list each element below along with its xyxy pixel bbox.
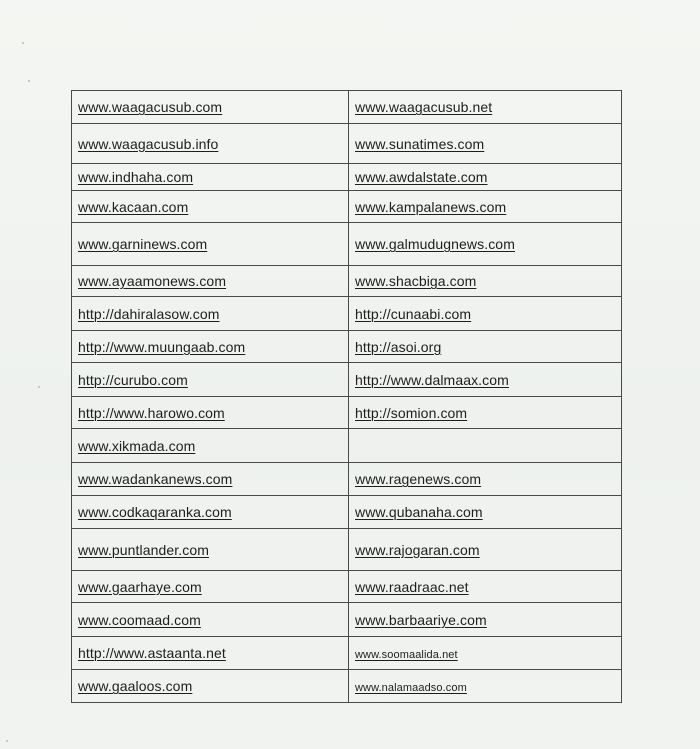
website-link[interactable]: www.gaarhaye.com [78,578,202,595]
right-cell [349,670,622,703]
website-link[interactable]: www.garninews.com [78,236,208,252]
left-cell [72,397,349,429]
left-cell [72,603,349,637]
scan-speck [28,80,30,82]
left-cell [72,637,349,670]
table-row [72,429,622,463]
website-link[interactable]: www.coomaad.com [78,611,201,628]
website-link[interactable]: www.kampalanews.com [355,198,507,215]
website-link[interactable]: www.rajogaran.com [355,541,480,558]
website-link[interactable]: www.puntlander.com [78,541,209,558]
website-link[interactable]: http://cunaabi.com [355,305,472,322]
left-cell [72,463,349,496]
right-cell [349,331,622,363]
left-cell [72,297,349,331]
website-link[interactable]: www.wadankanews.com [78,471,233,487]
right-cell [349,266,622,297]
website-link[interactable]: www.shacbiga.com [355,273,477,289]
scan-speck [6,740,8,742]
left-cell [72,124,349,164]
left-cell [72,496,349,529]
right-cell [349,496,622,529]
table-row [72,331,622,363]
table-row [72,164,622,191]
left-cell [72,429,349,463]
table-row [72,603,622,637]
right-cell [349,191,622,223]
website-link[interactable]: www.gaaloos.com [78,678,193,694]
table-row [72,463,622,496]
left-cell [72,223,349,266]
right-cell [349,529,622,571]
website-link[interactable]: http://dahiralasow.com [78,305,220,322]
website-link[interactable]: www.galmudugnews.com [355,236,515,252]
left-cell [72,529,349,571]
website-link[interactable]: www.kacaan.com [78,198,189,215]
website-link[interactable]: www.sunatimes.com [355,135,485,152]
table-row [72,363,622,397]
table-row [72,529,622,571]
right-cell [349,397,622,429]
website-link[interactable]: www.indhaha.com [78,169,194,185]
website-link[interactable]: www.ayaamonews.com [78,273,227,289]
table-row [72,496,622,529]
website-link[interactable]: www.waagacusub.net [355,99,493,115]
website-link[interactable]: www.codkaqaranka.com [78,504,232,520]
website-link[interactable]: www.awdalstate.com [355,169,488,185]
table-row [72,637,622,670]
website-link[interactable]: www.xikmada.com [78,437,196,454]
website-links-table [71,90,622,703]
scan-speck [38,386,40,388]
scan-speck [22,42,24,44]
right-cell [349,297,622,331]
left-cell [72,164,349,191]
table-row [72,266,622,297]
left-cell [72,266,349,297]
left-cell [72,91,349,124]
right-cell [349,637,622,670]
website-link[interactable]: www.waagacusub.info [78,135,219,152]
left-cell [72,571,349,603]
left-cell [72,363,349,397]
website-link[interactable]: www.qubanaha.com [355,504,483,520]
table-row [72,191,622,223]
right-cell [349,164,622,191]
website-link[interactable]: http://www.astaanta.net [78,645,226,661]
website-link[interactable]: www.soomaalida.net [355,649,458,661]
right-cell [349,571,622,603]
table-row [72,124,622,164]
website-link[interactable]: www.nalamaadso.com [355,682,467,694]
right-cell [349,91,622,124]
right-cell [349,603,622,637]
left-cell [72,191,349,223]
table-row [72,91,622,124]
website-link[interactable]: www.barbaariye.com [355,611,487,628]
website-link[interactable]: http://www.muungaab.com [78,338,246,355]
table-row [72,571,622,603]
website-link[interactable]: www.ragenews.com [355,471,482,487]
right-cell [349,363,622,397]
right-cell [349,463,622,496]
table-row [72,397,622,429]
left-cell [72,331,349,363]
website-link[interactable]: www.waagacusub.com [78,99,223,115]
table-row [72,223,622,266]
right-cell-empty [349,429,622,463]
table-row [72,670,622,703]
table-row [72,297,622,331]
website-link[interactable]: www.raadraac.net [355,578,469,595]
website-link[interactable]: http://asoi.org [355,338,442,355]
left-cell [72,670,349,703]
right-cell [349,124,622,164]
right-cell [349,223,622,266]
website-link[interactable]: http://www.dalmaax.com [355,371,509,388]
website-link[interactable]: http://somion.com [355,404,468,421]
website-link[interactable]: http://curubo.com [78,371,188,388]
website-link[interactable]: http://www.harowo.com [78,404,225,421]
